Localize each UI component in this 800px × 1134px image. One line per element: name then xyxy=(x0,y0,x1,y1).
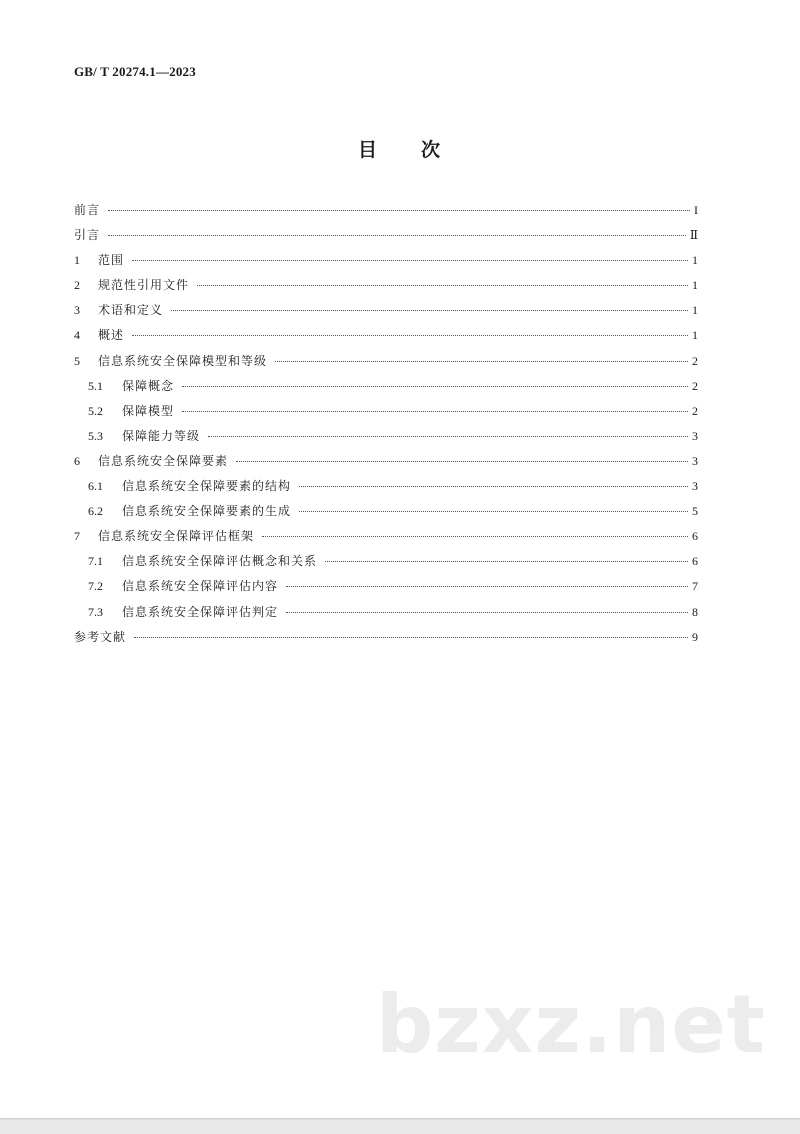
toc-entry-label: 前言 xyxy=(74,203,101,217)
toc-entry-page: 6 xyxy=(692,529,698,544)
toc-entry-number: 6.2 xyxy=(88,504,103,519)
toc-entry-number: 5 xyxy=(74,353,80,368)
toc-entry-label: 信息系统安全保障模型和等级 xyxy=(98,353,268,368)
toc-entry-label: 范围 xyxy=(98,253,125,268)
toc-entry-label: 参考文献 xyxy=(74,629,127,644)
toc-entry-page: I xyxy=(694,203,698,217)
toc-entry-number: 6 xyxy=(74,453,80,468)
toc-entry-label: 信息系统安全保障评估概念和关系 xyxy=(122,554,318,569)
toc-entry-page: 3 xyxy=(692,453,698,468)
toc-dot-leader xyxy=(197,285,688,286)
toc-dot-leader xyxy=(208,436,688,437)
toc-entry-page: 6 xyxy=(692,554,698,569)
toc-entry-number: 3 xyxy=(74,303,80,318)
toc-dot-leader xyxy=(299,486,688,487)
standard-code: GB/ T 20274.1—2023 xyxy=(74,64,196,79)
toc-entry[interactable] xyxy=(74,201,698,226)
toc-dot-leader xyxy=(299,511,688,512)
toc-entry[interactable] xyxy=(74,352,698,377)
toc-entry-number: 5.2 xyxy=(88,403,103,418)
toc-entry-number: 5.3 xyxy=(88,428,103,443)
toc-entry-number: 5.1 xyxy=(88,378,103,393)
toc-entry-number: 7.2 xyxy=(88,579,103,594)
toc-entry-label: 保障概念 xyxy=(122,378,175,393)
toc-entry-page: 8 xyxy=(692,604,698,619)
toc-entry[interactable] xyxy=(74,402,698,427)
toc-entry-label: 术语和定义 xyxy=(98,303,164,318)
toc-title-char-1: 目 xyxy=(357,139,379,161)
toc-entry[interactable] xyxy=(74,577,698,602)
toc-entry-number: 6.1 xyxy=(88,479,103,494)
toc-entry[interactable] xyxy=(74,603,698,628)
toc-dot-leader xyxy=(325,561,688,562)
toc-entry-page: 2 xyxy=(692,378,698,393)
toc-entry-page: 1 xyxy=(692,253,698,268)
toc-entry-number: 7 xyxy=(74,529,80,544)
toc-entry-label: 概述 xyxy=(98,328,125,343)
toc-dot-leader xyxy=(132,260,688,261)
toc-dot-leader xyxy=(134,637,688,638)
toc-entry-page: 1 xyxy=(692,303,698,318)
toc-entry-page: 5 xyxy=(692,504,698,519)
toc-entry-page: 9 xyxy=(692,629,698,644)
toc-entry[interactable] xyxy=(74,628,698,653)
toc-entry[interactable] xyxy=(74,276,698,301)
toc-entry-label: 保障模型 xyxy=(122,403,175,418)
toc-dot-leader xyxy=(182,386,688,387)
toc-entry[interactable] xyxy=(74,527,698,552)
toc-entry-number: 7.1 xyxy=(88,554,103,569)
toc-entry-number: 1 xyxy=(74,253,80,268)
toc-dot-leader xyxy=(182,411,688,412)
toc-entry-label: 信息系统安全保障要素 xyxy=(98,453,229,468)
toc-entry-page: 3 xyxy=(692,428,698,443)
toc-entry-label: 规范性引用文件 xyxy=(98,278,190,293)
toc-entry-label: 信息系统安全保障评估内容 xyxy=(122,579,279,594)
toc-dot-leader xyxy=(108,210,690,211)
toc-entry-label: 引言 xyxy=(74,228,101,243)
toc-entry[interactable] xyxy=(74,502,698,527)
toc-entry-page: 1 xyxy=(692,278,698,293)
toc-entry[interactable] xyxy=(74,251,698,276)
toc-dot-leader xyxy=(108,235,686,236)
toc-title xyxy=(0,135,800,162)
toc-entry-page: 2 xyxy=(692,353,698,368)
toc-entry-number: 7.3 xyxy=(88,604,103,619)
toc-entry-label: 信息系统安全保障评估框架 xyxy=(98,529,255,544)
toc-entry-label: 保障能力等级 xyxy=(122,428,201,443)
toc-entry[interactable] xyxy=(74,452,698,477)
toc-entry[interactable] xyxy=(74,226,698,251)
toc-entry-label: 信息系统安全保障要素的生成 xyxy=(122,504,292,519)
toc-entry-page: Ⅱ xyxy=(689,228,698,243)
toc-title-char-2: 次 xyxy=(421,139,443,161)
toc-entry-label: 信息系统安全保障要素的结构 xyxy=(122,479,292,494)
toc-dot-leader xyxy=(262,536,688,537)
toc-entry-page: 2 xyxy=(692,403,698,418)
toc-entry-number: 2 xyxy=(74,278,80,293)
watermark-text: bzxz.net xyxy=(376,978,766,1071)
table-of-contents xyxy=(74,201,698,653)
toc-dot-leader xyxy=(236,461,688,462)
toc-entry[interactable] xyxy=(74,326,698,351)
toc-dot-leader xyxy=(275,361,688,362)
toc-dot-leader xyxy=(132,335,688,336)
toc-dot-leader xyxy=(286,586,688,587)
toc-dot-leader xyxy=(286,612,688,613)
toc-entry-page: 7 xyxy=(692,579,698,594)
toc-entry[interactable] xyxy=(74,301,698,326)
toc-entry-number: 4 xyxy=(74,328,80,343)
toc-entry-page: 3 xyxy=(692,479,698,494)
toc-entry[interactable] xyxy=(74,427,698,452)
toc-entry-label: 信息系统安全保障评估判定 xyxy=(122,604,279,619)
toc-entry[interactable] xyxy=(74,377,698,402)
toc-entry[interactable] xyxy=(74,552,698,577)
toc-entry[interactable] xyxy=(74,477,698,502)
toc-dot-leader xyxy=(171,310,688,311)
toc-entry-page: 1 xyxy=(692,328,698,343)
